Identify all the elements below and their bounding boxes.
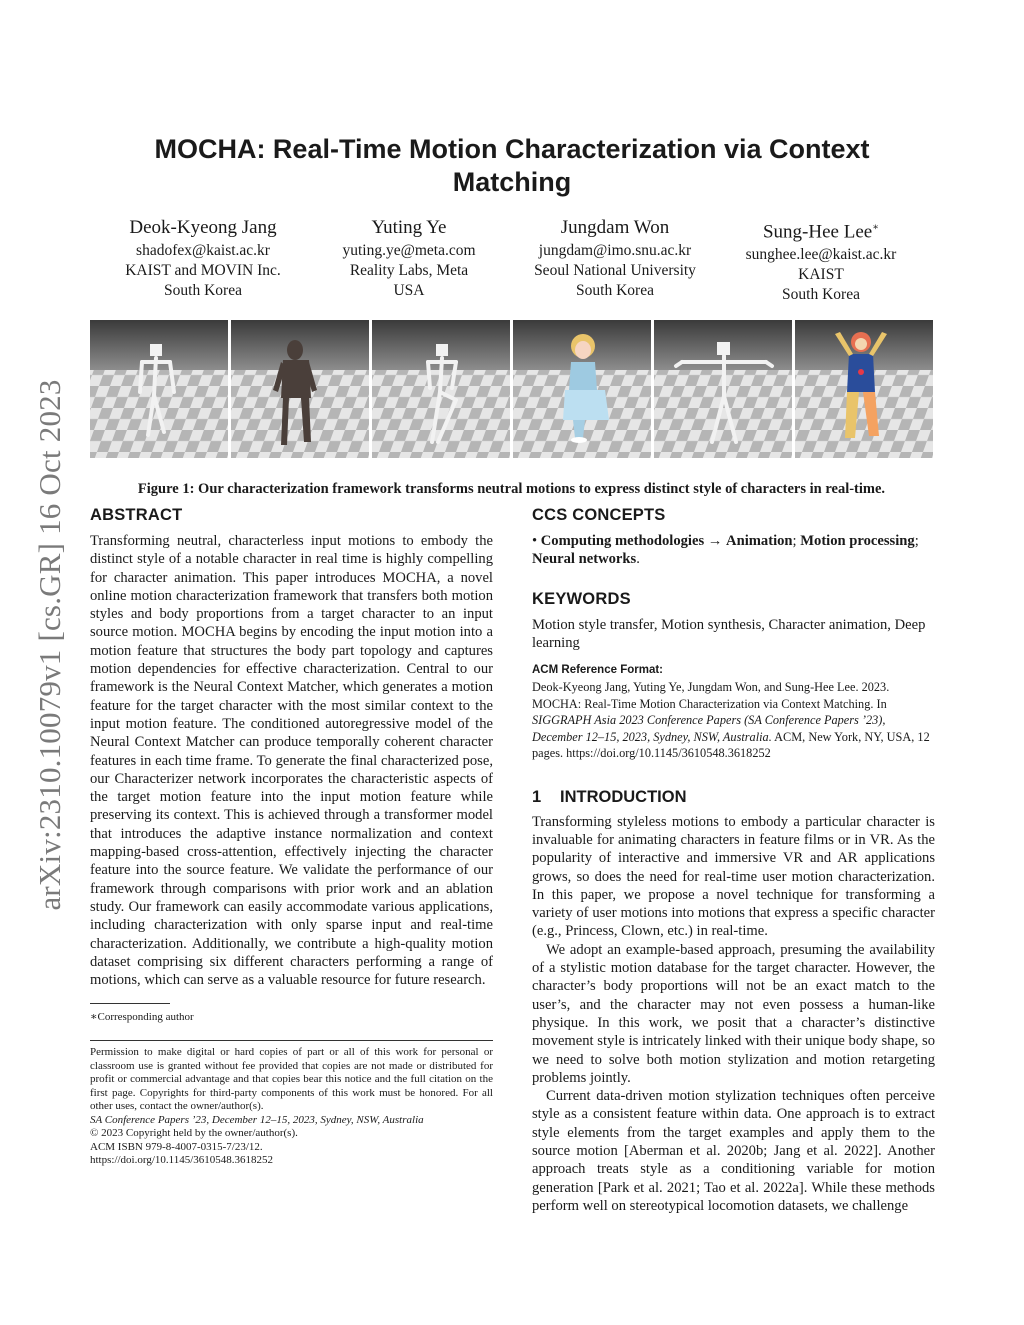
ccs-separator: ; [792, 533, 801, 549]
ccs-concepts [532, 532, 935, 569]
panel-clown [795, 320, 933, 458]
panel-neutral-stick-tpose [654, 320, 792, 458]
copyright-line: © 2023 Copyright held by the owner/author(s). [90, 1127, 298, 1140]
author-name: Jungdam Won [560, 217, 670, 238]
abstract-text: Transforming neutral, characterless input motions to embody the distinct style of a notable character in real time is highly compelling for character animation. This paper introduces MOCHA, a novel online motion characterization framework that transfers both motion styles and body proportions from a target character to an input source motion. MOCHA begins by encoding the input motion into a motion feature that structures the body part topology and captures motion dependencies for effective characterization. Central to our framework is the Neural Context Matcher, which generates a motion feature for the target character with the most similar context to the input motion feature. The conditioned autoregressive model of the Neural Context Matcher can produce temporally coherent character features in each time frame. To generate the final characterized pose, our Characterizer network incorporates the characteristic aspects of the target motion feature into the input motion feature while preserving its context. This is achieved through a transformer model that introduces the adaptive instance normalization and context mapping-based cross-attention, effectively injecting the character feature into the source feature. We validate the performance of our framework through comparisons with prior work and an ablation study. Our framework can easily accommodate various applications, including characterization with only sparse input and real-time characterization. Additionally, we contribute a high-quality motion dataset comprising six different characters performing a range of motions, which can serve as a valuable resource for future research. [90, 533, 493, 989]
panel-zombie [231, 320, 369, 458]
ccs-heading: CCS CONCEPTS [532, 506, 666, 524]
author-email[interactable]: yuting.ye@meta.com [342, 242, 476, 259]
introduction-heading [532, 787, 935, 807]
abstract-heading: ABSTRACT [90, 506, 183, 524]
right-column [532, 505, 935, 1215]
ccs-end: . [636, 551, 640, 568]
ccs-bullet: • [532, 533, 538, 549]
teaser-figure [90, 320, 933, 458]
intro-paragraph-3: Current data-driven motion stylization techniques often perceive style as a consistent feature within data. One approach is to extract style elements from the target examples and apply them to the source motion [Aberman et al. 2020b; Jang et al. 2022]. Another approach treats style as a conditioning variable for motion generation [Park et al. 2021; Tao et al. 2022a]. While these methods perform well on stereotypical locomotion datasets, we challenge [532, 1088, 935, 1214]
permission-text: Permission to make digital or hard copies of part or all of this work for personal or classroom use is granted without fee provided that copies are not made or distributed for profit or commercial advantage and that copies bear this notice and the full citation on the first page. Copyrights for third-party components of this work must be honored. For all other uses, contact the owner/author(s). [90, 1046, 493, 1113]
panel-princess [513, 320, 651, 458]
ccs-item: Neural networks [532, 551, 637, 568]
section-number: 1 [532, 787, 542, 806]
permission-notice [90, 1046, 493, 1168]
acm-reference-venue: SIGGRAPH Asia 2023 Conference Papers (SA Conference Papers ’23), December 12–15, 2023, Sydney, NSW, Australia. [532, 713, 886, 744]
author-name: Sung-Hee Lee∗ [762, 221, 879, 243]
author-affiliation: Seoul National University [534, 262, 696, 279]
corresponding-mark: ∗ [872, 222, 879, 233]
author-1 [100, 216, 306, 301]
author-email[interactable]: jungdam@imo.snu.ac.kr [538, 242, 692, 259]
author-4 [718, 216, 924, 305]
keywords-heading: KEYWORDS [532, 589, 631, 608]
permission-divider [90, 1040, 493, 1041]
author-email[interactable]: shadofex@kaist.ac.kr [136, 242, 270, 259]
figure-caption: Figure 1: Our characterization framework transforms neutral motions to express distinct style of characters in real-time. [137, 481, 886, 497]
author-country: South Korea [164, 282, 242, 299]
corresponding-author-footnote: ∗Corresponding author [90, 1011, 194, 1024]
left-column [90, 505, 493, 1168]
author-2 [306, 216, 512, 301]
acm-reference-heading: ACM Reference Format: [532, 664, 663, 677]
arxiv-stamp: arXiv:2310.10079v1 [cs.GR] 16 Oct 2023 [32, 379, 67, 911]
section-title: INTRODUCTION [560, 787, 687, 806]
keywords-text: Motion style transfer, Motion synthesis, Character animation, Deep learning [532, 616, 926, 651]
acm-reference-publisher: ACM, New York, NY, USA, 12 pages. https://doi.org/10.1145/3610548.3618252 [532, 729, 930, 761]
author-country: South Korea [576, 282, 654, 299]
ccs-item: Motion processing [800, 533, 915, 549]
acm-reference-body [532, 679, 935, 762]
ccs-item: Computing methodologies [540, 533, 705, 549]
footnote-divider [90, 1003, 170, 1004]
intro-paragraph-1: Transforming styleless motions to embody a particular character is invaluable for animating characters in feature films or in VR. As the popularity of interactive and immersive VR and AR applications grows, so does the need for real-time user motion characterization. In this paper, we propose a novel technique for transforming a variety of user motions into motions that express a specific character (e.g., Princess, Clown, etc.) in real-time. [532, 813, 935, 940]
doi-link[interactable]: https://doi.org/10.1145/3610548.3618252 [90, 1154, 274, 1167]
author-affiliation: Reality Labs, Meta [349, 262, 469, 279]
ccs-item: Animation [726, 533, 793, 549]
author-email[interactable]: sunghee.lee@kaist.ac.kr [745, 246, 897, 264]
author-name: Deok-Kyeong Jang [129, 217, 277, 238]
author-country: USA [393, 282, 425, 299]
author-affiliation: KAIST [798, 266, 844, 284]
ccs-separator: ; [914, 533, 919, 549]
ccs-arrow: → [704, 533, 727, 549]
intro-paragraph-2: We adopt an example-based approach, presuming the availability of a stylistic motion database for the target character. However, the character’s body proportions will not be an exact match to the user’s, and the character may not even possess a human-like physique. In this work, we posit that a character’s distinctive movement style is intricately linked with their unique body shape, so we need to solve both motion stylization and motion retargeting problems jointly. [532, 941, 935, 1086]
author-3 [512, 216, 718, 301]
isbn-line: ACM ISBN 979-8-4007-0315-7/23/12. [90, 1140, 263, 1153]
panel-neutral-stick-walk [90, 320, 228, 458]
author-name: Yuting Ye [371, 217, 447, 238]
venue-line: SA Conference Papers ’23, December 12–15, 2023, Sydney, NSW, Australia [90, 1113, 424, 1126]
panel-neutral-stick-sit [372, 320, 510, 458]
paper-title: MOCHA: Real-Time Motion Characterization via Context Matching [154, 134, 870, 197]
acm-reference-authors: Deok-Kyeong Jang, Yuting Ye, Jungdam Won, and Sung-Hee Lee. 2023. MOCHA: Real-Time Motion Characterization via Context Matching. In [532, 680, 890, 711]
author-country: South Korea [782, 286, 860, 304]
author-affiliation: KAIST and MOVIN Inc. [125, 262, 281, 279]
